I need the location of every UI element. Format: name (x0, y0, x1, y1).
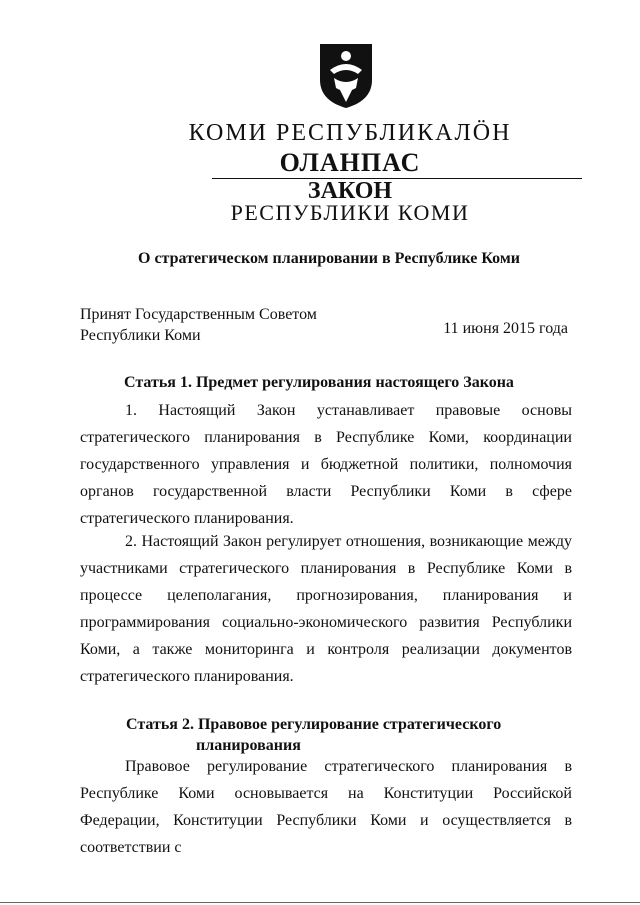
article-1-heading: Статья 1. Предмет регулирования настоящего Закона (124, 374, 514, 391)
header-olanpas: ОЛАНПАС (279, 148, 421, 177)
header-komi-line: КОМИ РЕСПУБЛИКАЛӦН (188, 120, 512, 146)
article-1-paragraph-2: 2. Настоящий Закон регулирует отношения, возникающие между участниками стратегического планирования в Республике Коми в процессе целеполагания, прогнозирования, планирования и программирования социально-экономического развития Республики Коми, а также мониторинга и контроля реализации документов стратегического планирования. (80, 533, 572, 685)
document-title: О стратегическом планировании в Республике Коми (138, 250, 520, 267)
komi-coat-of-arms-icon (316, 40, 376, 110)
header-zakon: ЗАКОН (307, 178, 393, 204)
header-republic: РЕСПУБЛИКИ КОМИ (230, 200, 470, 225)
article-2-paragraph-1: Правовое регулирование стратегического планирования в Республике Коми основывается на Конституции Российской Федерации, Конституции Республики Коми и осуществляется в соответствии с (80, 758, 572, 856)
article-2-heading (126, 714, 501, 756)
article-2-heading-line-2: планирования (196, 737, 301, 754)
article-1-paragraph-1: 1. Настоящий Закон устанавливает правовые основы стратегического планирования в Республике Коми, координации государственного управления и бюджетной политики, полномочия органов государственной власти Республики Коми в сфере стратегического планирования. (80, 402, 572, 527)
adopted-line-1: Принят Государственным Советом (80, 306, 317, 323)
adoption-date: 11 июня 2015 года (443, 320, 568, 337)
adopted-line-2: Республики Коми (80, 327, 201, 344)
adopted-block (80, 304, 317, 346)
page-bottom-edge (0, 902, 640, 903)
article-2-heading-line-1: Статья 2. Правовое регулирование стратегического (126, 716, 502, 733)
